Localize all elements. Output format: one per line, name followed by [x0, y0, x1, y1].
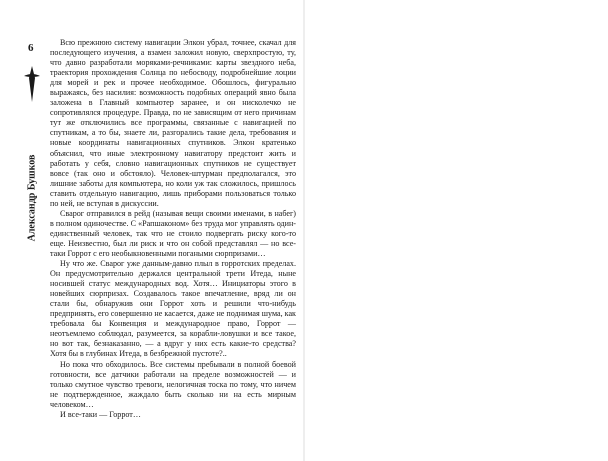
paragraph: Но пока что обходилось. Все системы пребывали в полной боевой готовности, все датчики работали на пределе возможностей — и только смутное чувство тревоги, нелогичная тоска по тому, что ничем не подтвержденное, жаждало быть сколько ни на есть мирным человеком… — [50, 359, 296, 409]
running-head-author: Александр Бушков — [26, 154, 38, 242]
paragraph: И все-таки — Горрот… — [60, 409, 141, 419]
paragraph: Всю прежнюю систему навигации Элкон убрал, точнее, скачал для последующего изучения, а взамен заложил новую, сверхпростую, ту, что давно разработали моряками-речниками: карты звездного неба, траектория прохождения Солнца по небосводу, подробнейшие лоции для морей и рек и прочее необходимое. Обошлось, фигурально выражаясь, без насилия: возможность подобных операций явно была заложена в Главный компьютер заранее, и он нисколечко не сопротивлялся процедуре. Правда, по не зависящим от него причинам тут же отключились все программы, связанные с навигацией по спутникам, а то бы, знаете ли, разгорались такие дела, требования и новые координаты навигационных спутников. Элкон кратенько объяснил, что иные электронному навигатору предстоит жить и работать у себя, словно навигационных спутников не существует вовсе (так оно и обстояло). Человек-штурман предполагался, это лишние заботы для компьютера, но коли уж так сложилось, пришлось ставить отдельную навигацию, лишь приборами пользоваться только по ней, не вступая в дискуссии. — [50, 38, 296, 208]
paragraph: Сварог отправился в рейд (называя вещи своими именами, в набег) в полном одиночестве. С «Рапшаконом» без труда мог управлять один-единственный человек, так что не стоило подвергать риску кого-то еще. Неизвестно, был ли риск и что он собой представлял — но все-таки Горрот с его необыкновенными погаными сюрпризами… — [50, 208, 296, 258]
ornament-left-icon — [22, 64, 42, 104]
paragraph: Ну что же. Сварог уже данным-давно плыл в горротских пределах. Он предусмотрительно держался центральной трети Итеда, ныне носившей статус международных вод. Хотя… Инициаторы этого в новейших сюрпризах. Создавалось такое впечатление, вряд ли он стали бы, обнаружив они Горрот хоть и решили что-нибудь предпринять, его совершенно не касается, даже не поднимая шума, как требовала бы Конвенция и международное право, Горрот — неотъемлемо соблюдал, разумеется, за корабли-ловушки и все такое, но вот так, безнаказанно, — а вдруг у них есть какие-то средства? Хотя бы в глубинах Итеда, в безбрежной пустоте?.. — [50, 259, 296, 359]
left-page-body — [50, 38, 296, 420]
right-page — [304, 0, 608, 461]
page-number-left: 6 — [28, 42, 34, 54]
